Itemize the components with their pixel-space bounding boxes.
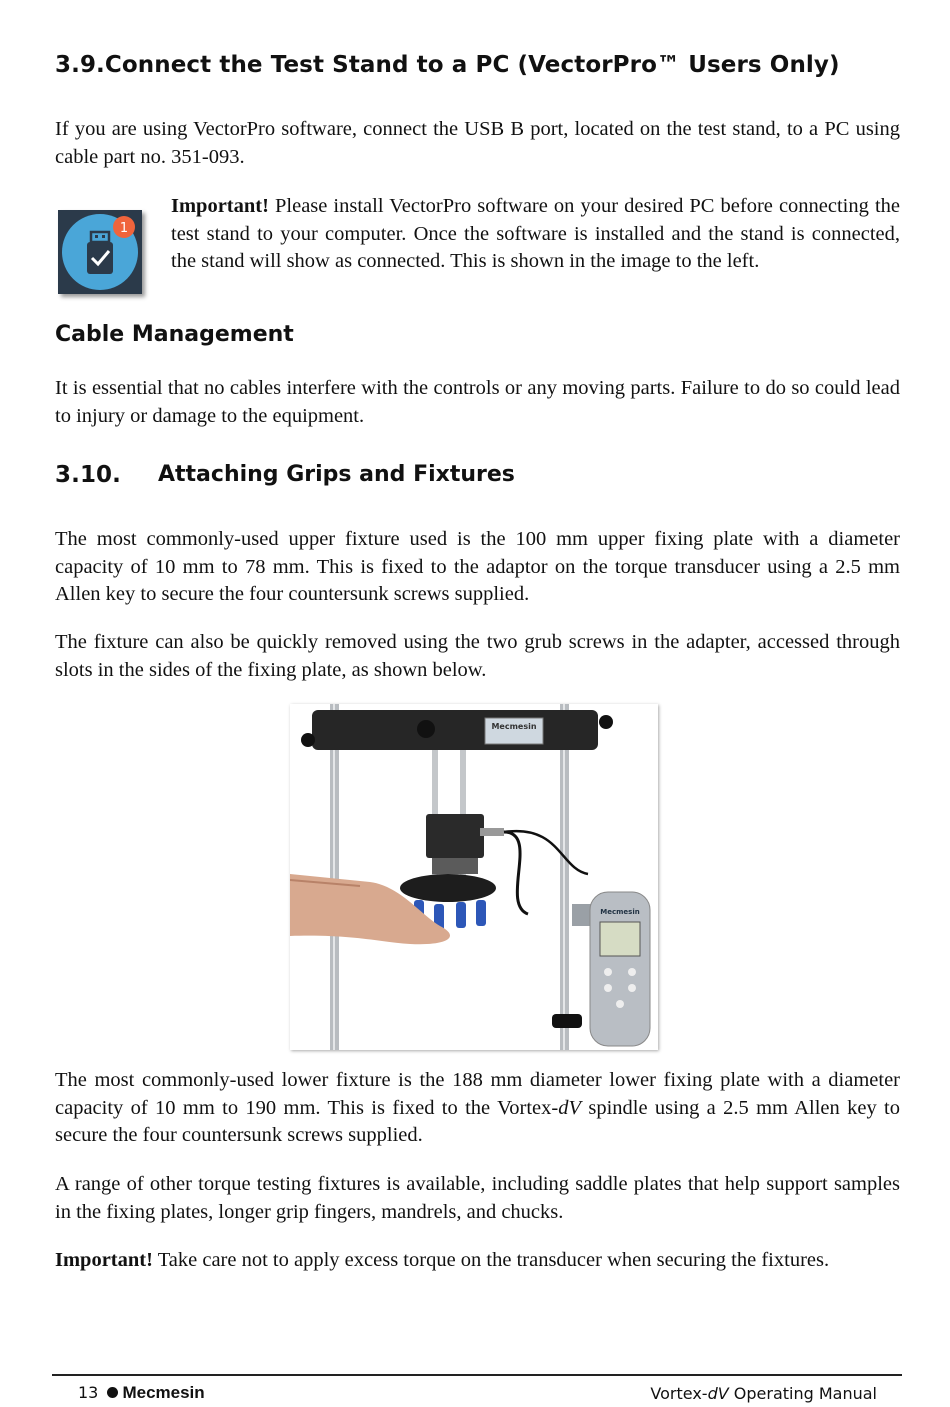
- footer-brand: Mecmesin: [122, 1383, 205, 1402]
- important-text: Take care not to apply excess torque on the transducer when securing the fixtures.: [152, 1249, 830, 1271]
- important-label: Important!: [171, 195, 269, 217]
- gauge-label: Mecmesin: [600, 908, 640, 916]
- section-number: 3.9.: [55, 52, 105, 78]
- section-3-10-title: Attaching Grips and Fixtures: [158, 462, 515, 487]
- crossbar-label: Mecmesin: [491, 722, 537, 731]
- footer-divider: [52, 1374, 902, 1376]
- usb-connected-icon: [58, 210, 142, 294]
- important-text: Please install VectorPro software on your desired PC before connecting the test stand to your computer. Once the software is installed and the stand is connected, the stand will show as connected. This is shown in the image to the left.: [171, 195, 900, 272]
- section-3-9-heading: [55, 52, 840, 78]
- paragraph: A range of other torque testing fixtures is available, including saddle plates that help support samples in the fixing plates, longer grip fingers, mandrels, and chucks.: [55, 1173, 900, 1223]
- important-note: [171, 193, 900, 276]
- paragraph: If you are using VectorPro software, connect the USB B port, located on the test stand, to a PC using cable part no. 351-093.: [55, 118, 900, 168]
- paragraph: The most commonly-used upper fixture used is the 100 mm upper fixing plate with a diameter capacity of 10 mm to 78 mm. This is fixed to the adaptor on the torque transducer using a 2.5 mm Allen key to secure the four countersunk screws supplied.: [55, 528, 900, 605]
- paragraph: It is essential that no cables interfere with the controls or any moving parts. Failure to do so could lead to injury or damage to the equipment.: [55, 377, 900, 427]
- footer-title: Vortex-dV Operating Manual: [650, 1384, 877, 1403]
- important-label: Important!: [55, 1249, 153, 1271]
- section-title: Connect the Test Stand to a PC (VectorPro™ Users Only): [104, 52, 840, 78]
- footer-left: [78, 1383, 205, 1403]
- test-stand-photo: [290, 704, 658, 1050]
- cable-management-heading: Cable Management: [55, 322, 294, 347]
- paragraph: The fixture can also be quickly removed using the two grub screws in the adapter, accessed through slots in the sides of the fixing plate, as shown below.: [55, 631, 900, 681]
- page-number: 13: [78, 1383, 99, 1402]
- paragraph: The most commonly-used lower fixture is the 188 mm diameter lower fixing plate with a diameter capacity of 10 mm to 190 mm. This is fixed to the Vortex-dV spindle using a 2.5 mm Allen key to secure the four countersunk screws supplied.: [55, 1069, 900, 1146]
- bullet-icon: [107, 1387, 118, 1398]
- important-note: [55, 1247, 900, 1275]
- notification-badge: 1: [119, 221, 129, 236]
- section-3-10-number: 3.10.: [55, 462, 121, 488]
